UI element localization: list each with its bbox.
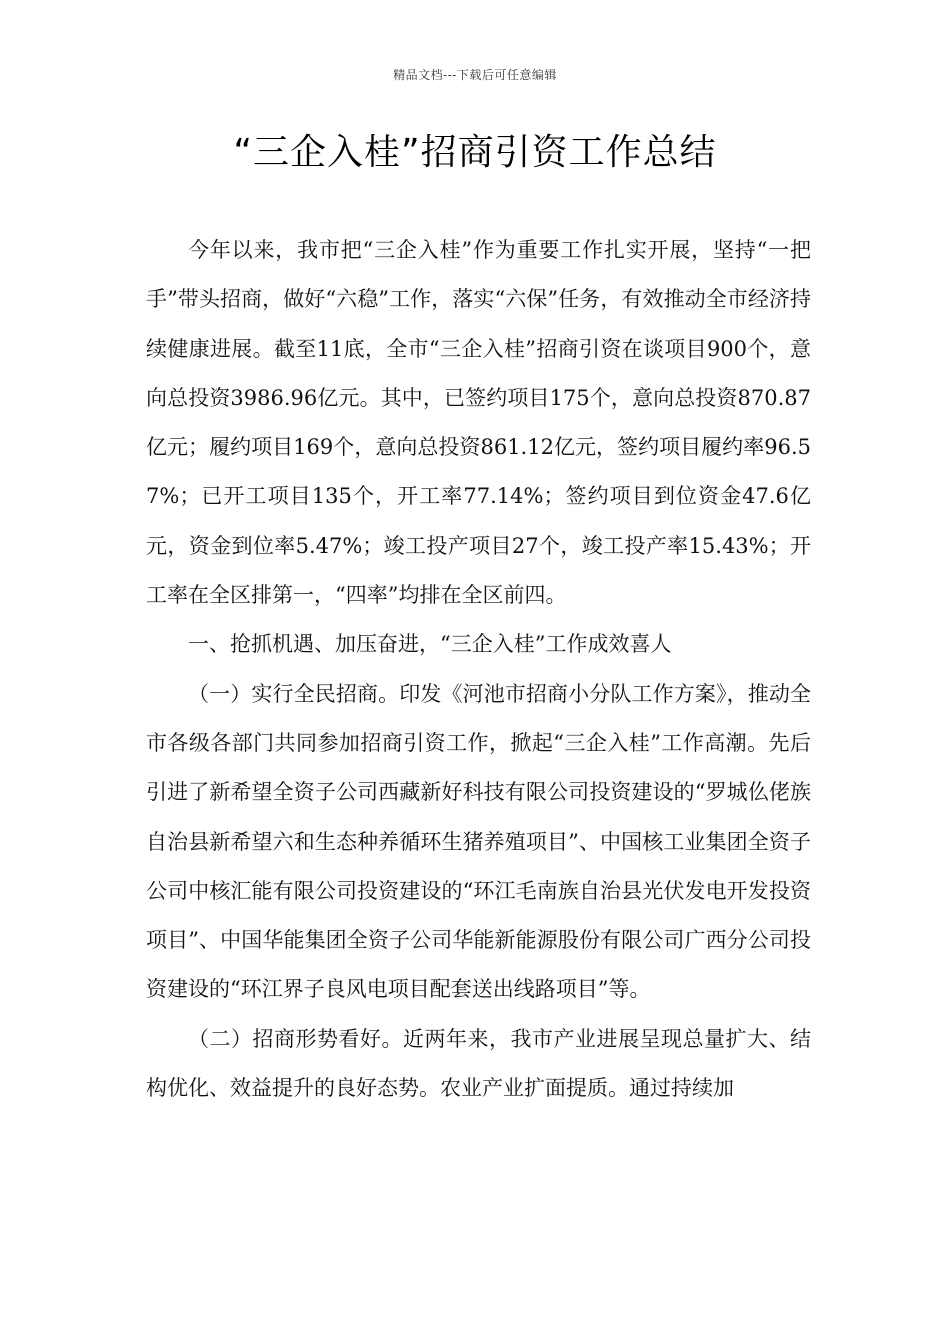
section-heading-1: 一、抢抓机遇、加压奋进，“三企入桂”工作成效喜人	[188, 632, 672, 657]
document-body	[146, 226, 811, 1113]
document-title: “三企入桂”招商引资工作总结	[233, 132, 717, 173]
header-note: 精品文档---下载后可任意编辑	[393, 68, 557, 82]
paragraph-intro: 今年以来，我市把“三企入桂”作为重要工作扎实开展，坚持“一把手”带头招商，做好“六稳”工作，落实“六保”任务，有效推动全市经济持续健康进展。截至11底，全市“三企入桂”招商引资在谈项目900个，意向总投资3986.96亿元。其中，已签约项目175个，意向总投资870.87亿元；履约项目169个，意向总投资861.12亿元，签约项目履约率96.57%；已开工项目135个，开工率77.14%；签约项目到位资金47.6亿元，资金到位率5.47%；竣工投产项目27个，竣工投产率15.43%；开工率在全区排第一，“四率”均排在全区前四。	[146, 238, 811, 608]
paragraph-section-1-1: （一）实行全民招商。印发《河池市招商小分队工作方案》，推动全市各级各部门共同参加招商引资工作，掀起“三企入桂”工作高潮。先后引进了新希望全资子公司西藏新好科技有限公司投资建设的“罗城仫佬族自治县新希望六和生态种养循环生猪养殖项目”、中国核工业集团全资子公司中核汇能有限公司投资建设的“环江毛南族自治县光伏发电开发投资项目”、中国华能集团全资子公司华能新能源股份有限公司广西分公司投资建设的“环江界子良风电项目配套送出线路项目”等。	[146, 681, 811, 1002]
paragraph-section-1-2: （二）招商形势看好。近两年来，我市产业进展呈现总量扩大、结构优化、效益提升的良好态势。农业产业扩面提质。通过持续加	[146, 1026, 811, 1101]
